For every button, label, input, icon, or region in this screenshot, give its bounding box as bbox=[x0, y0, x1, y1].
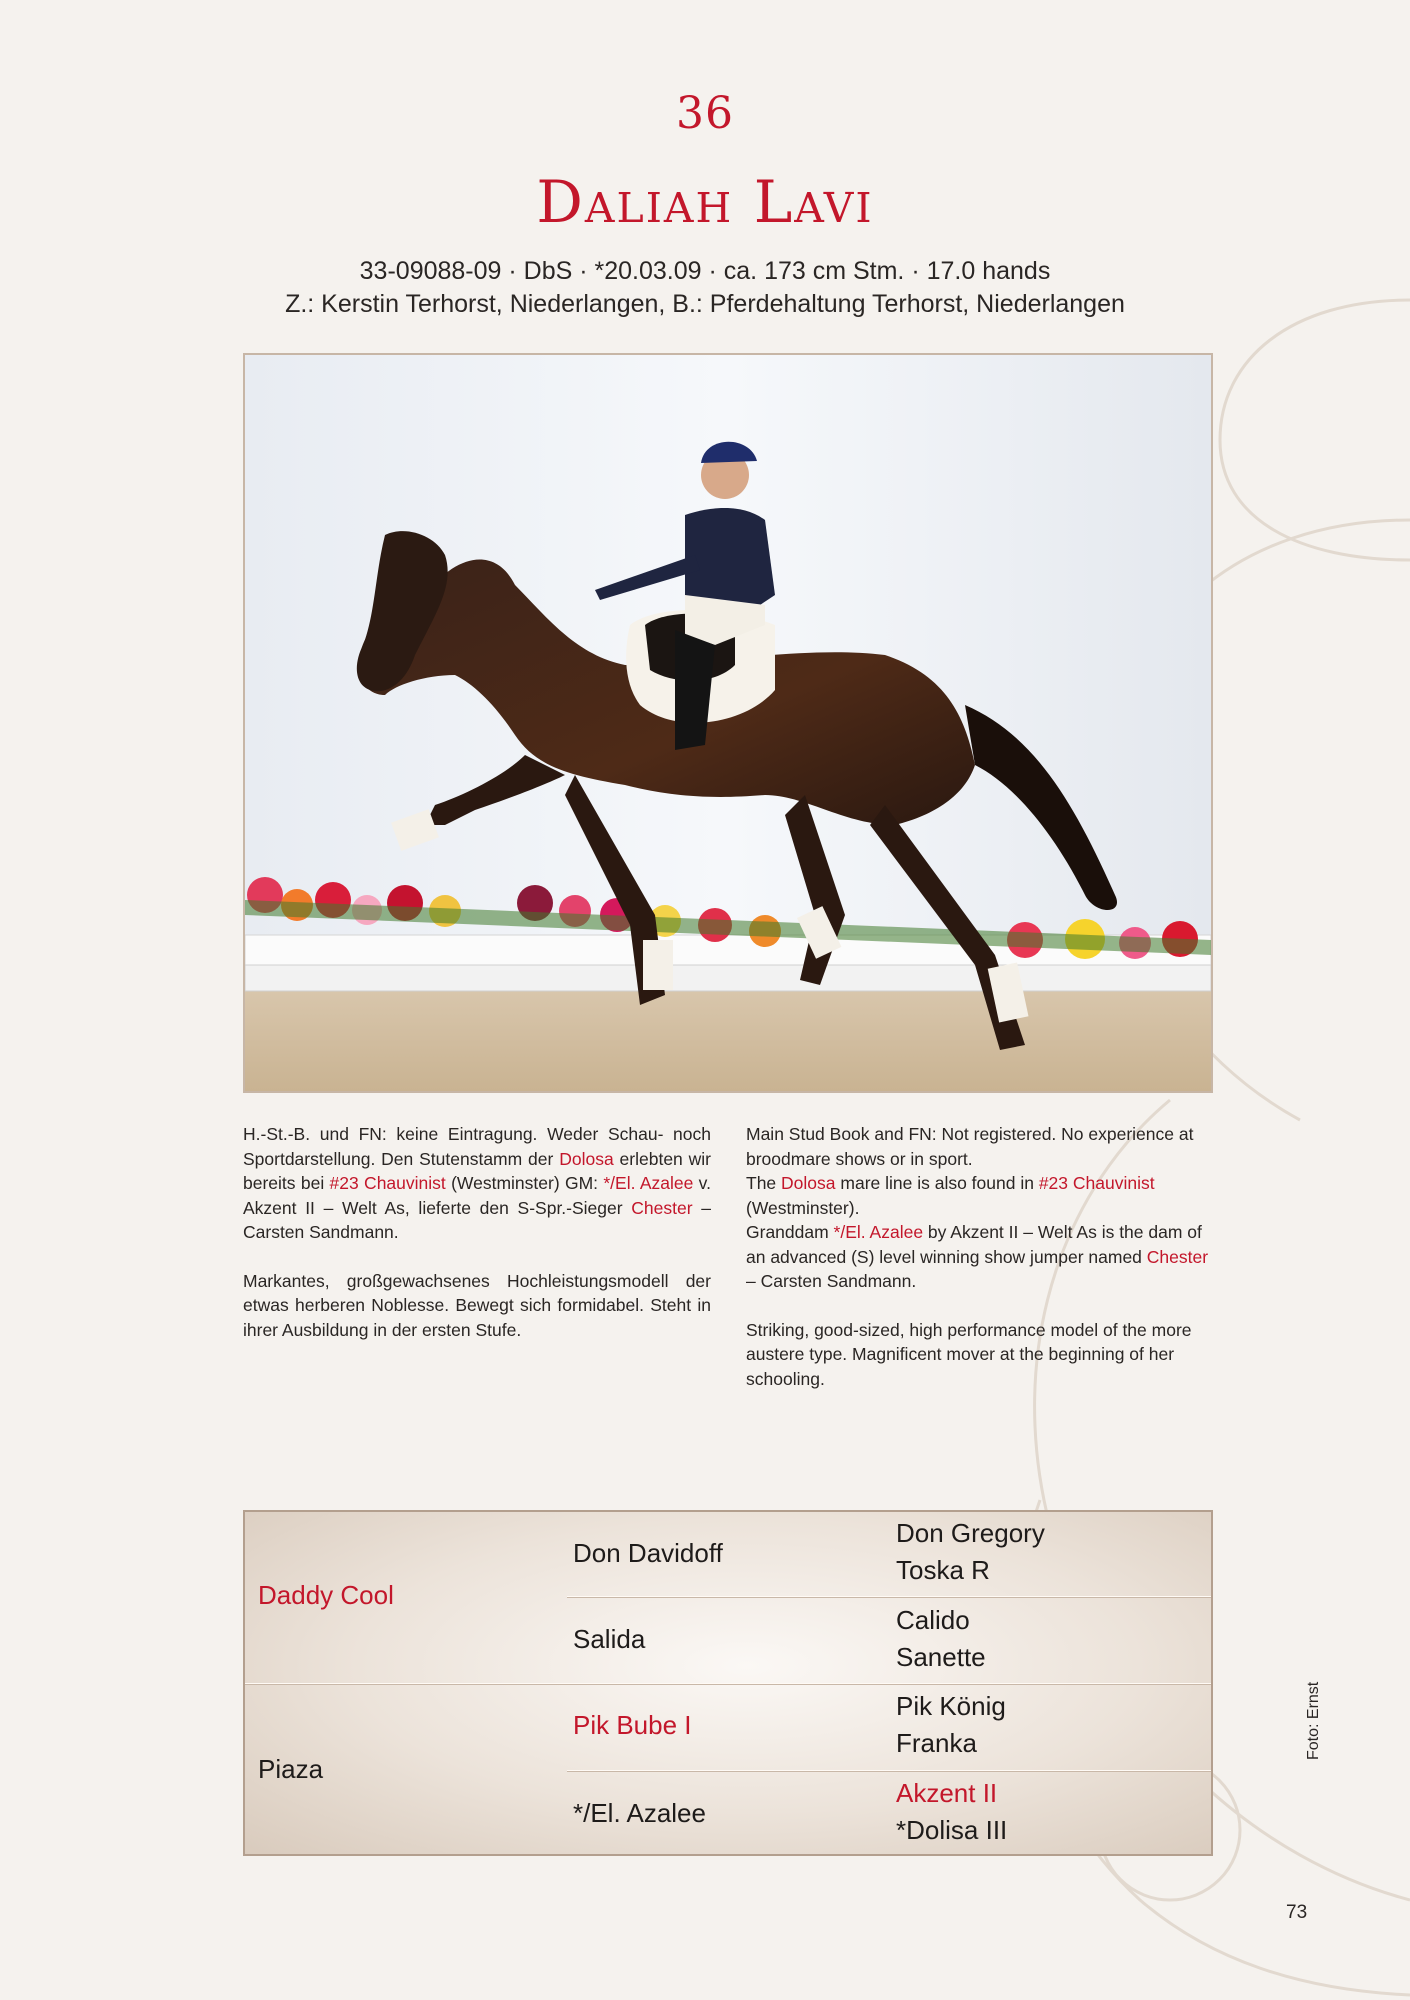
link-dolosa[interactable]: Dolosa bbox=[559, 1148, 614, 1169]
en-text: – Carsten Sandmann. bbox=[746, 1271, 917, 1291]
horse-photo bbox=[243, 353, 1213, 1093]
pedigree-dd-sire: Akzent II bbox=[896, 1778, 998, 1808]
pedigree-ss-dam: Toska R bbox=[896, 1555, 990, 1585]
pedigree-sire-dam: Salida bbox=[573, 1624, 646, 1654]
row-divider bbox=[567, 1770, 1211, 1771]
photo-credit: Foto: Ernst bbox=[1305, 1681, 1322, 1760]
link-chester[interactable]: Chester bbox=[1146, 1246, 1209, 1267]
german-paragraph-1 bbox=[243, 1122, 711, 1245]
en-text: Granddam bbox=[746, 1222, 834, 1242]
pedigree-table bbox=[243, 1510, 1213, 1856]
breeder-owner-line: Z.: Kerstin Terhorst, Niederlangen, B.: Pferdehaltung Terhorst, Niederlangen bbox=[285, 290, 1125, 318]
en-text: mare line is also found in bbox=[835, 1173, 1039, 1193]
german-paragraph-2: Markantes, großgewachsenes Hochleistungsmodell der etwas herberen Noblesse. Bewegt sich formidabel. Steht in ihrer Ausbildung in der ersten Stufe. bbox=[243, 1270, 711, 1340]
en-text: (Westminster). bbox=[746, 1197, 860, 1218]
description-german bbox=[243, 1122, 711, 1366]
link-dolosa[interactable]: Dolosa bbox=[781, 1173, 836, 1193]
row-divider bbox=[567, 1596, 1211, 1597]
pedigree-ds-dam: Franka bbox=[896, 1728, 977, 1758]
de-text: erlebten wir bereits bei bbox=[243, 1148, 711, 1193]
lot-number: 36 bbox=[676, 88, 734, 139]
pedigree-dam-sire: Pik Bube I bbox=[573, 1710, 692, 1740]
de-text: – Carsten Sandmann. bbox=[243, 1197, 711, 1242]
link-chauvinist[interactable]: #23 Chauvinist bbox=[329, 1173, 446, 1193]
pedigree-ss-sire: Don Gregory bbox=[896, 1518, 1045, 1548]
row-divider bbox=[245, 1683, 1211, 1684]
de-text: H.-St.-B. und FN: keine Eintragung. Weder Schau- noch Sportdarstellung. Den Stutenstamm der bbox=[243, 1124, 711, 1169]
pedigree-dd-dam: *Dolisa III bbox=[896, 1815, 1008, 1845]
link-azalee[interactable]: */El. Azalee bbox=[833, 1222, 924, 1242]
link-chester[interactable]: Chester bbox=[631, 1197, 693, 1218]
page-number: 73 bbox=[1286, 1902, 1308, 1923]
pedigree-sire-sire: Don Davidoff bbox=[573, 1538, 723, 1568]
registration-line: 33-09088-09 · DbS · *20.03.09 · ca. 173 cm Stm. · 17.0 hands bbox=[359, 257, 1051, 285]
pedigree-dam: Piaza bbox=[258, 1754, 324, 1784]
link-chauvinist[interactable]: #23 Chauvinist bbox=[1038, 1173, 1155, 1193]
pedigree-ds-sire: Pik König bbox=[896, 1691, 1006, 1721]
description-english bbox=[746, 1122, 1214, 1415]
pedigree-dam-dam: */El. Azalee bbox=[573, 1798, 706, 1828]
de-text: v. Akzent II – Welt As, lieferte den S-Spr.-Sieger bbox=[243, 1173, 711, 1218]
english-paragraph-1 bbox=[746, 1122, 1214, 1294]
en-text: Main Stud Book and FN: Not registered. No experience at broodmare shows or in sport. bbox=[746, 1124, 1194, 1169]
pedigree-sd-dam: Sanette bbox=[896, 1642, 986, 1672]
en-text: by Akzent II – Welt As is the dam of an advanced (S) level winning show jumper named bbox=[746, 1222, 1202, 1267]
pedigree-sd-sire: Calido bbox=[896, 1605, 970, 1635]
en-text: The bbox=[746, 1173, 782, 1193]
de-text: (Westminster) GM: bbox=[445, 1173, 604, 1193]
link-azalee[interactable]: */El. Azalee bbox=[603, 1173, 694, 1193]
english-paragraph-2: Striking, good-sized, high performance model of the more austere type. Magnificent mover at the beginning of her schooling. bbox=[746, 1319, 1192, 1389]
horse-name: Daliah Lavi bbox=[536, 168, 874, 236]
pedigree-sire: Daddy Cool bbox=[258, 1580, 394, 1610]
